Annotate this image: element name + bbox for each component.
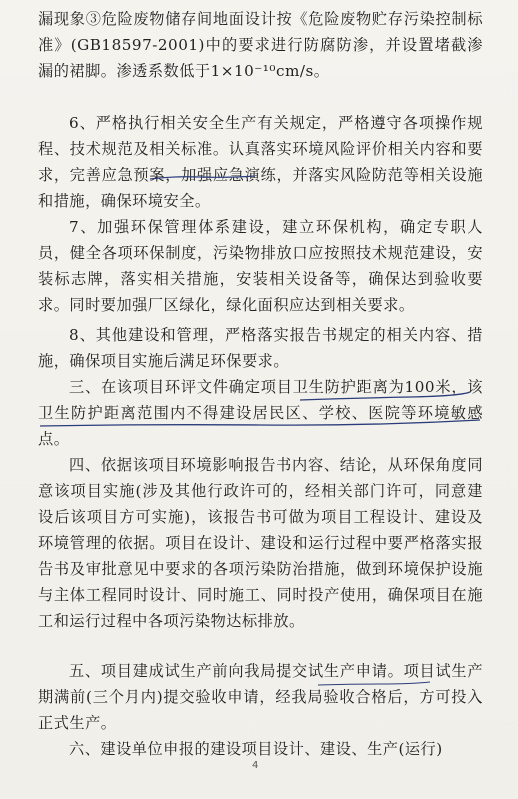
paragraph-section-4-approval: 四、依据该项目环境影响报告书内容、结论，从环保角度同意该项目实施(涉及其他行政许可的，经相关部门许可，同意建设后该项目方可实施)，该报告书可做为项目工程设计、建设及环境管理的依据。项目在设计、建设和运行过程中要严格落实报告书及审批意见中要求的各项污染防治措施，做到环境保护设施与主体工程同时设计、同时施工、同时投产使用，确保项目在施工和运行过程中各项污染物达标排放。	[38, 456, 483, 630]
paragraph-section-3-health-protection: 三、在该项目环评文件确定项目卫生防护距离为100米，该卫生防护距离范围内不得建设居民区、学校、医院等环境敏感点。	[38, 378, 483, 448]
paragraph-section-5-trial-production: 五、项目建成试生产前向我局提交试生产申请。项目试生产期满前(三个月内)提交验收申请，经我局验收合格后，方可投入正式生产。	[38, 662, 483, 732]
paragraph-section-6-declaration: 六、建设单位申报的建设项目设计、建设、生产(运行)	[69, 740, 443, 758]
paragraph-item-6-safety: 6、严格执行相关安全生产有关规定，严格遵守各项操作规程、技术规范及相关标准。认真落实环境风险评价相关内容和要求，完善应急预案，加强应急演练，并落实风险防范等相关设施和措施，确保环境安全。	[38, 114, 483, 210]
page-number: 4	[252, 760, 259, 771]
paragraph-item-7-env-management: 7、加强环保管理体系建设，建立环保机构，确定专职人员，健全各项环保制度，污染物排放口应按照技术规范建设，安装标志牌，落实相关措施，安装相关设备等，确保达到验收要求。同时要加强厂区绿化，绿化面积应达到相关要求。	[38, 218, 483, 314]
paragraph-hazardous-waste-storage: 漏现象③危险废物储存间地面设计按《危险废物贮存污染控制标准》(GB18597-2001)中的要求进行防腐防渗，并设置堵截渗漏的裙脚。渗透系数低于1×10⁻¹⁰cm/s。	[38, 10, 483, 80]
paragraph-item-8-other-construction: 8、其他建设和管理，严格落实报告书规定的相关内容、措施，确保项目实施后满足环保要求。	[38, 326, 483, 370]
